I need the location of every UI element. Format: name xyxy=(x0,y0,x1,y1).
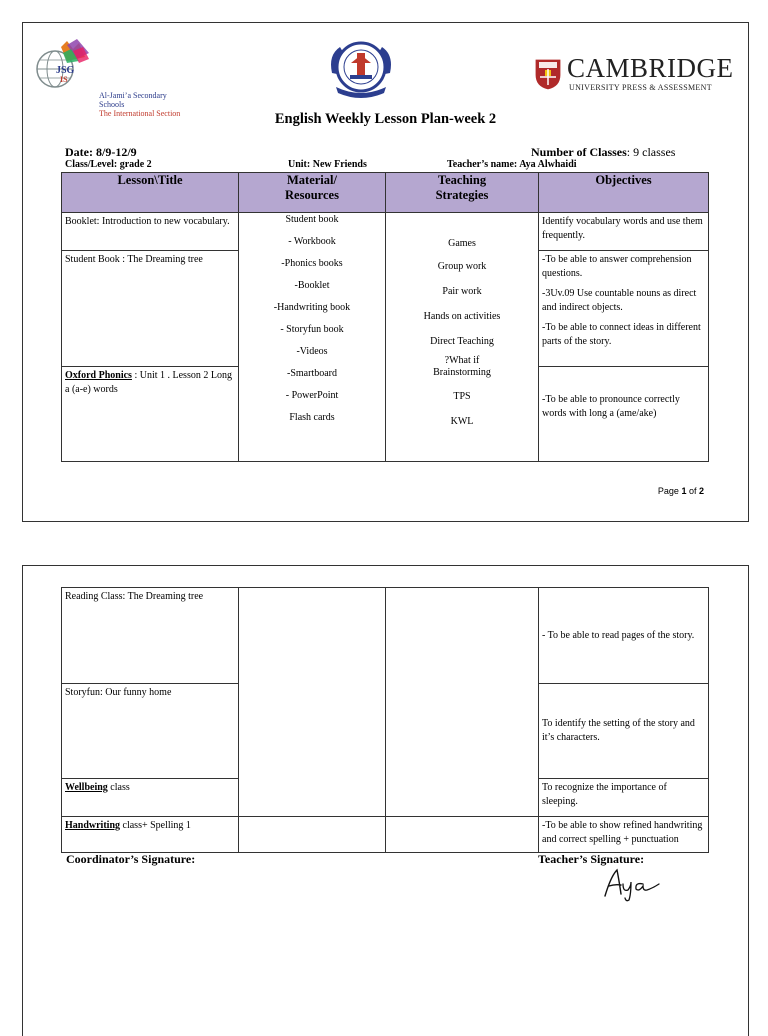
page-number: Page 1 of 2 xyxy=(657,486,704,496)
oxford-phonics-label: Oxford Phonics xyxy=(65,370,132,381)
materials-cell xyxy=(239,588,386,817)
teacher-name: Teacher’s name: Aya Alwhaidi xyxy=(447,159,577,170)
strategies-cell xyxy=(386,817,539,853)
teacher-signature-label: Teacher’s Signature: xyxy=(538,852,645,866)
unit: Unit: New Friends xyxy=(288,159,367,170)
lesson-plan-table-continued xyxy=(61,587,709,853)
school-logo xyxy=(33,35,193,118)
date-line xyxy=(65,145,137,160)
table-row xyxy=(62,588,709,684)
objective-cell: -To be able to pronounce correctly words with long a (ame/ake) xyxy=(539,367,709,462)
material-item: -Booklet xyxy=(294,280,330,291)
lesson-cell: Wellbeing class xyxy=(62,779,239,817)
school-name-line2: The International Section xyxy=(99,109,181,118)
strategy-item: Direct Teaching xyxy=(430,336,494,347)
lesson-cell: Reading Class: The Dreaming tree xyxy=(62,588,239,684)
material-item: - Storyfun book xyxy=(280,324,344,335)
strategy-item: KWL xyxy=(450,416,474,427)
page-1 xyxy=(22,22,749,522)
handwriting-label: Handwriting xyxy=(65,820,121,831)
objective-cell: - To be able to read pages of the story. xyxy=(539,588,709,684)
material-item: Student book xyxy=(285,214,339,225)
strategies-cell xyxy=(386,213,539,462)
strategy-item: Hands on activities xyxy=(423,311,501,322)
table-header-row xyxy=(62,173,709,213)
svg-text:JSG: JSG xyxy=(56,65,75,76)
globe-icon xyxy=(33,35,93,95)
wellbeing-label: Wellbeing xyxy=(65,782,108,793)
materials-cell xyxy=(239,213,386,462)
coordinator-signature-label: Coordinator’s Signature: xyxy=(66,852,196,866)
strategy-item: Brainstorming xyxy=(433,367,491,378)
teacher-signature xyxy=(601,866,665,902)
strategy-item: Group work xyxy=(437,261,487,272)
strategy-item: Games xyxy=(448,238,476,249)
table-row xyxy=(62,817,709,853)
header-objectives: Objectives xyxy=(539,173,709,213)
cambridge-shield-icon xyxy=(533,57,563,91)
material-item: - PowerPoint xyxy=(285,390,339,401)
lesson-cell: Student Book : The Dreaming tree xyxy=(62,251,239,367)
date-label: Date xyxy=(65,145,89,159)
objective-cell: -To be able to show refined handwriting and correct spelling + punctuation xyxy=(539,817,709,853)
lesson-cell: Handwriting class+ Spelling 1 xyxy=(62,817,239,853)
strategies-cell xyxy=(386,588,539,817)
strategy-item: TPS xyxy=(453,391,471,402)
materials-cell xyxy=(239,817,386,853)
objective-cell: -To be able to answer comprehension questions. -3Uv.09 Use countable nouns as direct and indirect objects. -To be able to connect ideas in different parts of the story. xyxy=(539,251,709,367)
material-item: Flash cards xyxy=(289,412,335,423)
classes-value: : 9 classes xyxy=(626,145,676,159)
material-item: -Handwriting book xyxy=(273,302,351,313)
header-lesson: Lesson\Title xyxy=(62,173,239,213)
objective-cell: Identify vocabulary words and use them frequently. xyxy=(539,213,709,251)
strategy-item: Pair work xyxy=(442,286,482,297)
strategy-item: ?What if xyxy=(444,355,480,366)
header-teaching: Teaching Strategies xyxy=(386,173,539,213)
lesson-cell: Booklet: Introduction to new vocabulary. xyxy=(62,213,239,251)
page-title: English Weekly Lesson Plan-week 2 xyxy=(274,111,497,127)
classes-label: Number of Classes xyxy=(531,145,627,159)
objective-cell: To identify the setting of the story and it’s characters. xyxy=(539,684,709,779)
lesson-plan-table xyxy=(61,172,709,462)
cambridge-wordmark: CAMBRIDGE xyxy=(567,53,734,83)
svg-text:IS: IS xyxy=(60,75,68,84)
material-item: -Phonics books xyxy=(281,258,343,269)
header-material: Material/ Resources xyxy=(239,173,386,213)
material-item: -Smartboard xyxy=(287,368,337,379)
page-2 xyxy=(22,565,749,1036)
table-row xyxy=(62,213,709,251)
objective-cell: To recognize the importance of sleeping. xyxy=(539,779,709,817)
lesson-cell: Storyfun: Our funny home xyxy=(62,684,239,779)
class-level: Class/Level: grade 2 xyxy=(65,159,152,170)
lesson-cell: Oxford Phonics : Unit 1 . Lesson 2 Long a (a-e) words xyxy=(62,367,239,462)
school-name-line1: Al-Jamiʼa Secondary Schools xyxy=(99,91,167,109)
date-value: : 8/9-12/9 xyxy=(89,145,137,159)
cambridge-logo xyxy=(533,53,738,97)
school-seal-logo xyxy=(326,33,396,103)
material-item: -Videos xyxy=(296,346,328,357)
classes-line xyxy=(531,145,675,160)
material-item: - Workbook xyxy=(288,236,336,247)
cambridge-subtitle: UNIVERSITY PRESS & ASSESSMENT xyxy=(569,83,712,92)
